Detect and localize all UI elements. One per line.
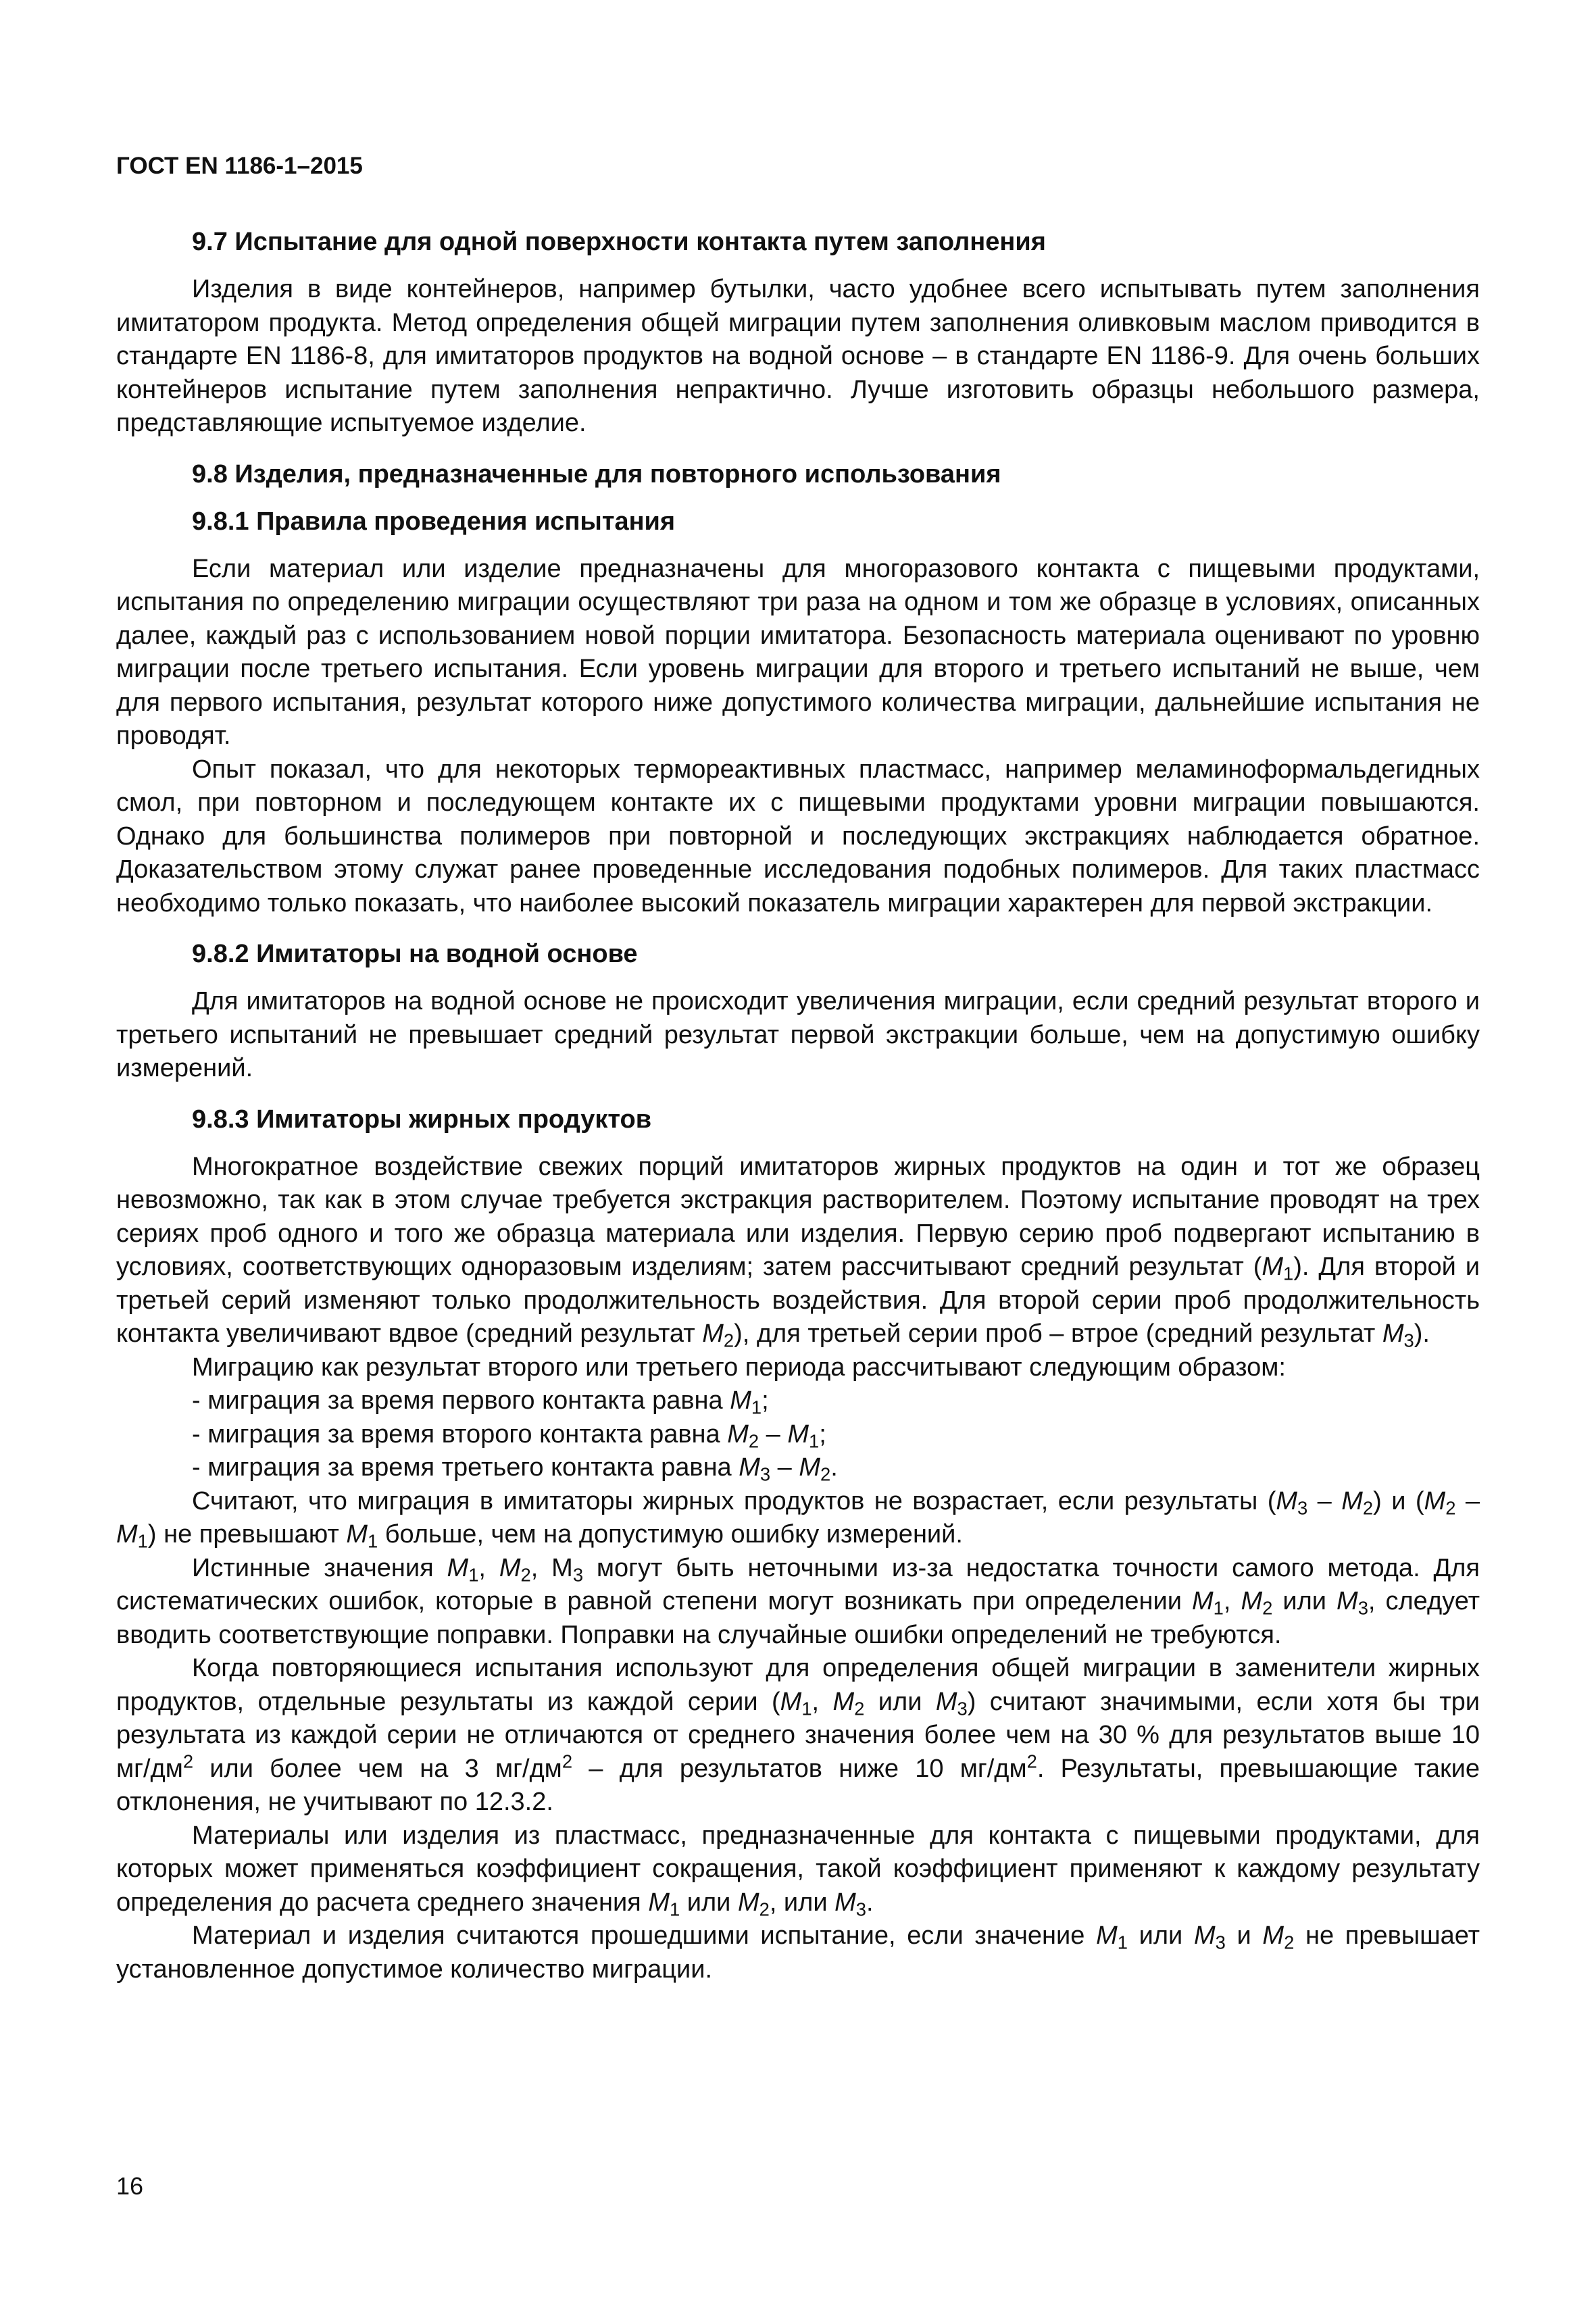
paragraph-9-7: Изделия в виде контейнеров, например бутылки, часто удобнее всего испытывать путем заполнения имитатором продукта. Метод определения общей миграции путем заполнения оливковым маслом приводится в стандарте EN 1186-8, для имитаторов продуктов на водной основе – в стандарте EN 1186-9. Для очень больших контейнеров испытание путем заполнения непрактично. Лучше изготовить образцы небольшого размера, представляющие испытуемое изделие. — [116, 275, 1480, 437]
paragraph-9-8-1-b: Опыт показал, что для некоторых термореактивных пластмасс, например меламиноформальдегидных смол, при повторном и последующем контакте их с пищевыми продуктами уровни миграции повышаются. Однако для большинства полимеров при повторной и последующих экстракциях наблюдается обратное. Доказательством этому служат ранее проведенные исследования подобных полимеров. Для таких пластмасс необходимо только показать, что наиболее высокий показатель миграции характерен для первой экстракции. — [116, 755, 1480, 917]
heading-9-8-1: 9.8.1 Правила проведения испытания — [192, 507, 676, 536]
list-item: - миграция за время третьего контакта равна $M_3 - M_2$. — [192, 1453, 838, 1485]
heading-9-8: 9.8 Изделия, предназначенные для повторного использования — [192, 459, 1001, 488]
page-number: 16 — [116, 2172, 144, 2200]
paragraph-9-8-1-a: Если материал или изделие предназначены для многоразового контакта с пищевыми продуктами, испытания по определению миграции осуществляют три раза на одном и том же образце в условиях, описанных далее, каждый раз с использованием новой порции имитатора. Безопасность материала оценивают по уровню миграции после третьего испытания. Если уровень миграции для второго и третьего испытаний не выше, чем для первого испытания, результат которого ниже допустимого количества миграции, дальнейшие испытания не проводят. — [116, 554, 1480, 750]
paragraph-9-8-3-d: Истинные значения $M_1$, $M_2$, $M_3$ могут быть неточными из-за недостатка точности самого метода. Для систематических ошибок, которые в равной степени могут возникать при определении $M_1$, $M_2$ или $M_3$, следует вводить соответствующие поправки. Поправки на случайные ошибки определений не требуются. — [116, 1553, 1480, 1649]
heading-9-7: 9.7 Испытание для одной поверхности контакта путем заполнения — [192, 228, 1046, 256]
heading-9-8-2: 9.8.2 Имитаторы на водной основе — [192, 940, 638, 968]
paragraph-9-8-3-g: Материал и изделия считаются прошедшими испытание, если значение $M_1$ или $M_3$ и $M_2$ не превышает установленное допустимое количество миграции. — [116, 1921, 1480, 1984]
document-code: ГОСТ EN 1186-1–2015 — [116, 153, 363, 179]
paragraph-9-8-2: Для имитаторов на водной основе не происходит увеличения миграции, если средний результат второго и третьего испытаний не превышает средний результат первой экстракции больше, чем на допустимую ошибку измерений. — [116, 987, 1480, 1082]
paragraph-9-8-3-c: Считают, что миграция в имитаторы жирных продуктов не возрастает, если результаты $(M_3 - M_2)$ и $(M_2 - M_1)$ не превышают $M_1$ больше, чем на допустимую ошибку измерений. — [116, 1486, 1480, 1552]
paragraph-9-8-3-e: Когда повторяющиеся испытания используют для определения общей миграции в заменители жирных продуктов, отдельные результаты из каждой серии ($M_1$, $M_2$ или $M_3$) считают значимыми, если хотя бы три результата из каждой серии не отличаются от среднего значения более чем на 30 % для результатов выше 10 $мг/дм^2$ или более чем на 3 $мг/дм^2$ – для результатов ниже 10 $мг/дм^2$. Результаты, превышающие такие отклонения, не учитывают по 12.3.2. — [116, 1654, 1480, 1816]
paragraph-9-8-3-f: Материалы или изделия из пластмасс, предназначенные для контакта с пищевыми продуктами, для которых может применяться коэффициент сокращения, такой коэффициент применяют к каждому результату определения до расчета среднего значения $M_1$ или $M_2$, или $M_3$. — [116, 1821, 1480, 1920]
heading-9-8-3: 9.8.3 Имитаторы жирных продуктов — [192, 1105, 652, 1134]
document-page — [116, 151, 1480, 1986]
paragraph-9-8-3-a: Многократное воздействие свежих порций имитаторов жирных продуктов на один и тот же образец невозможно, так как в этом случае требуется экстракция растворителем. Поэтому испытание проводят на трех сериях проб одного и того же образца материала или изделия. Первую серию проб подвергают испытанию в условиях, соответствующих одноразовым изделиям; затем рассчитывают средний результат $(M_1)$. Для второй и третьей серий изменяют только продолжительность воздействия. Для второй серии проб продолжительность контакта увеличивают вдвое (средний результат $M_2$), для третьей серии проб – втрое (средний результат $M_3$). — [116, 1152, 1480, 1351]
paragraph-9-8-3-b: Миграцию как результат второго или третьего периода рассчитывают следующим образом: — [192, 1353, 1286, 1382]
list-item: - миграция за время второго контакта равна $M_2 - M_1$; — [192, 1419, 826, 1452]
list-item: - миграция за время первого контакта равна $M_1$; — [192, 1386, 769, 1418]
